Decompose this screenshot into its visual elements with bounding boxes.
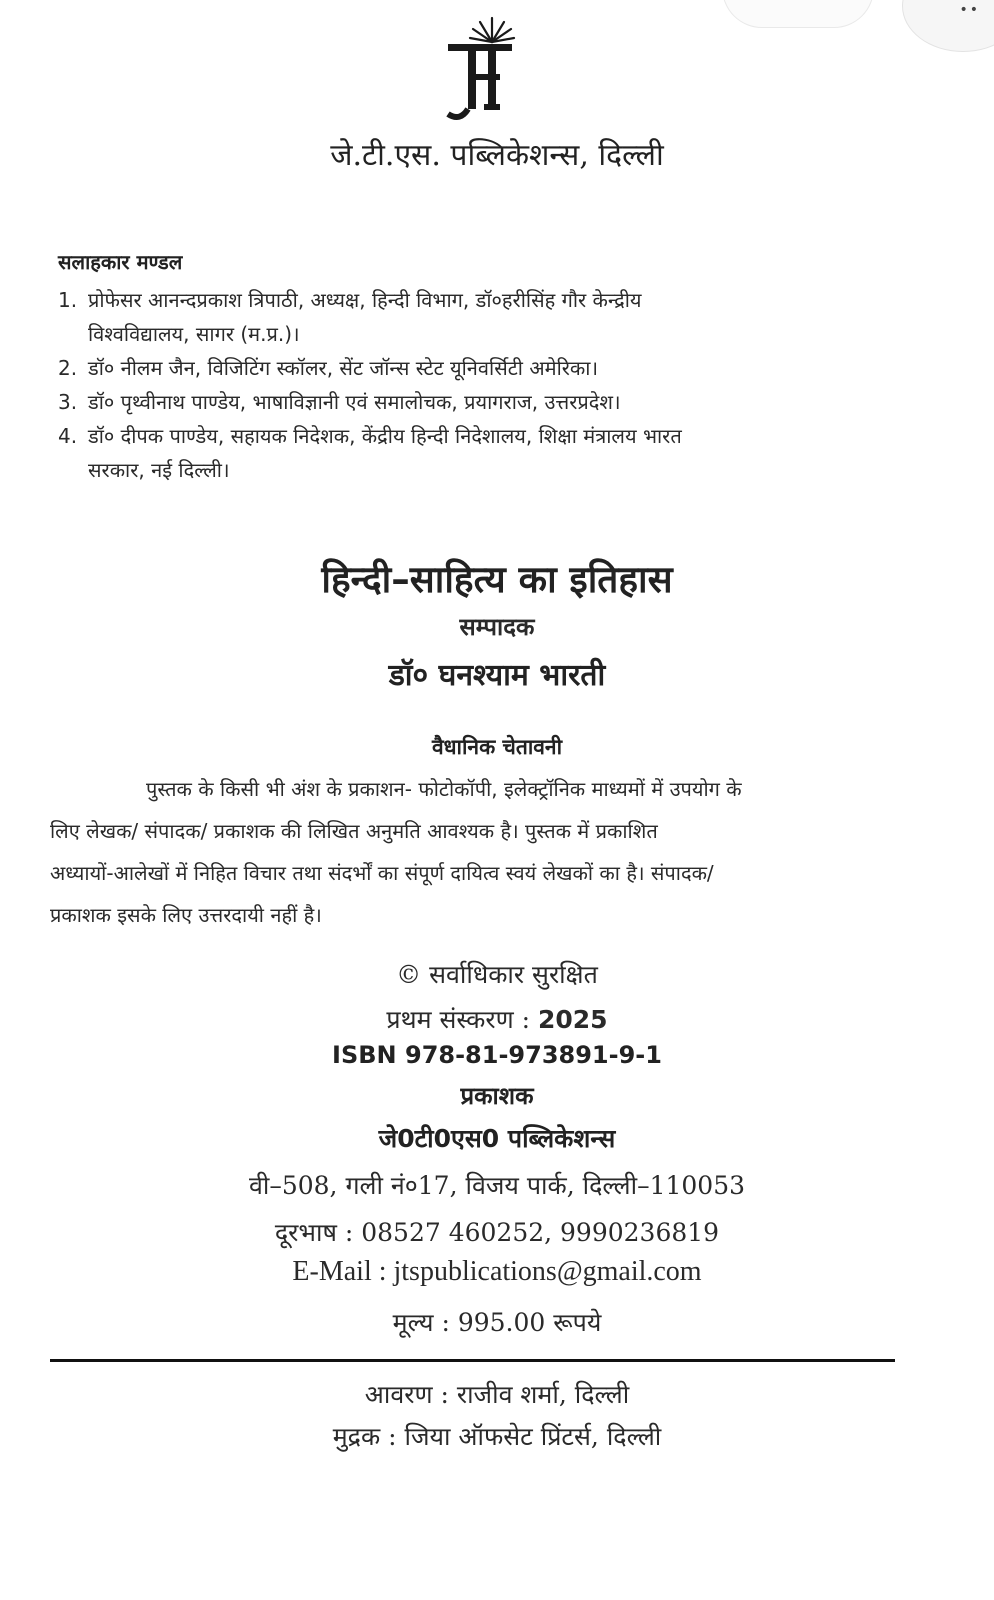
editor-label: सम्पादक (459, 613, 535, 641)
cover-credit: आवरण : राजीव शर्मा, दिल्ली (364, 1380, 630, 1409)
editor-name: डॉ० घनश्याम भारती (388, 658, 606, 693)
member-text: सरकार, नई दिल्ली। (88, 458, 230, 482)
item-number: 3. (58, 390, 78, 414)
copyright-notice: © सर्वाधिकार सुरक्षित (396, 960, 598, 989)
list-item (58, 351, 938, 385)
book-title: हिन्दी–साहित्य का इतिहास (321, 558, 673, 601)
publisher-logo-icon (440, 14, 520, 124)
advisory-board-list (58, 283, 938, 487)
edition-info (0, 1002, 994, 1036)
warning-line: अध्यायों-आलेखों में निहित विचार तथा संदर्भों का संपूर्ण दायित्व स्वयं लेखकों का है। संपादक/ (50, 861, 714, 885)
publisher-name: जे0टी0एस0 पब्लिकेशन्स (378, 1124, 616, 1153)
scan-artifact (722, 0, 874, 28)
publisher-address: वी–508, गली नं०17, विजय पार्क, दिल्ली–110053 (248, 1171, 746, 1200)
printer-credit: मुद्रक : जिया ऑफसेट प्रिंटर्स, दिल्ली (332, 1422, 662, 1451)
publisher-header: जे.टी.एस. पब्लिकेशन्स, दिल्ली (330, 138, 664, 173)
member-text: विश्वविद्यालय, सागर (म.प्र.)। (88, 322, 300, 346)
isbn: ISBN 978-81-973891-9-1 (332, 1041, 662, 1069)
edition-year: 2025 (537, 1005, 608, 1034)
item-number: 2. (58, 356, 78, 380)
divider (50, 1359, 895, 1362)
list-item (58, 419, 938, 487)
legal-warning-text (50, 768, 896, 936)
more-options-icon[interactable]: •• (959, 2, 980, 18)
list-item (58, 385, 938, 419)
scan-artifact (902, 0, 994, 52)
publisher-label: प्रकाशक (460, 1082, 534, 1110)
edition-label: प्रथम संस्करण : (386, 1005, 531, 1034)
item-number: 1. (58, 288, 78, 312)
item-number: 4. (58, 424, 78, 448)
warning-line: लिए लेखक/ संपादक/ प्रकाशक की लिखित अनुमति आवश्यक है। पुस्तक में प्रकाशित (50, 819, 658, 843)
member-text: प्रोफेसर आनन्दप्रकाश त्रिपाठी, अध्यक्ष, हिन्दी विभाग, डॉ०हरीसिंह गौर केन्द्रीय (88, 288, 642, 312)
warning-line: प्रकाशक इसके लिए उत्तरदायी नहीं है। (50, 903, 322, 927)
warning-line: पुस्तक के किसी भी अंश के प्रकाशन- फोटोकॉपी, इलेक्ट्रॉनिक माध्यमों में उपयोग के (146, 777, 742, 801)
publisher-email: E-Mail : jtspublications@gmail.com (292, 1256, 702, 1287)
book-price: मूल्य : 995.00 रूपये (392, 1308, 602, 1337)
member-text: डॉ० नीलम जैन, विजिटिंग स्कॉलर, सेंट जॉन्स स्टेट यूनिवर्सिटी अमेरिका। (88, 356, 599, 380)
legal-warning-title: वैधानिक चेतावनी (431, 735, 563, 759)
list-item (58, 283, 938, 351)
member-text: डॉ० दीपक पाण्डेय, सहायक निदेशक, केंद्रीय हिन्दी निदेशालय, शिक्षा मंत्रालय भारत (88, 424, 682, 448)
member-text: डॉ० पृथ्वीनाथ पाण्डेय, भाषाविज्ञानी एवं समालोचक, प्रयागराज, उत्तरप्रदेश। (88, 390, 621, 414)
publisher-phone: दूरभाष : 08527 460252, 9990236819 (274, 1218, 720, 1247)
advisory-board-title: सलाहकार मण्डल (58, 250, 183, 274)
